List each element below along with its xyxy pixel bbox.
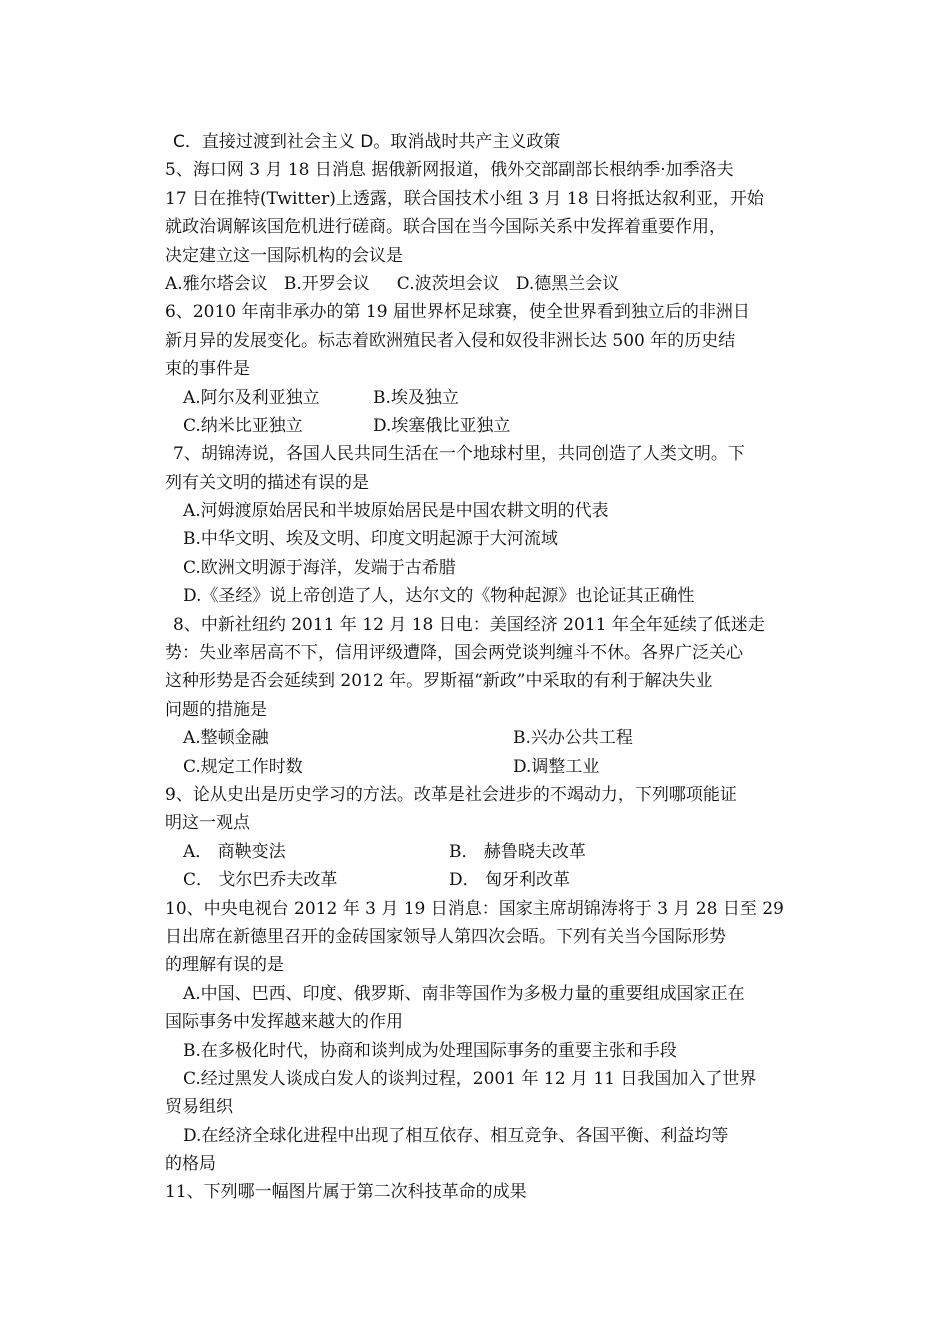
question-8-options-row-2 — [165, 753, 790, 781]
question-10-option-c-line-1: C.经过黑发人谈成白发人的谈判过程，2001 年 12 月 11 日我国加入了世界 — [183, 1068, 757, 1089]
question-5-line-4: 决定建立这一国际机构的会议是 — [165, 245, 403, 266]
question-11: 11、下列哪一幅图片属于第二次科技革命的成果 — [165, 1182, 527, 1203]
question-10-option-b: B.在多极化时代，协商和谈判成为处理国际事务的重要主张和手段 — [183, 1040, 677, 1061]
option-b: B.埃及独立 — [373, 387, 459, 408]
question-5-options: A.雅尔塔会议 B.开罗会议 C.波茨坦会议 D.德黑兰会议 — [165, 273, 620, 294]
question-5-line-2: 17 日在推特(Twitter)上透露，联合国技术小组 3 月 18 日将抵达叙利亚，开始 — [165, 188, 764, 209]
question-6-line-3: 束的事件是 — [165, 359, 250, 380]
option-a: A． 商鞅变法 — [183, 841, 286, 862]
question-6-options-row-1 — [165, 384, 790, 412]
question-7-option-b: B.中华文明、埃及文明、印度文明起源于大河流域 — [183, 529, 558, 550]
question-7-option-c: C.欧洲文明源于海洋，发端于古希腊 — [183, 557, 456, 578]
question-10-option-d-line-2: 的格局 — [165, 1154, 216, 1175]
question-8-options-row-1 — [165, 724, 790, 752]
question-10-line-3: 的理解有误的是 — [165, 955, 284, 976]
option-b: B． 赫鲁晓夫改革 — [449, 841, 586, 862]
option-c: C． 戈尔巴乔夫改革 — [183, 870, 338, 891]
question-10-option-a-line-1: A.中国、巴西、印度、俄罗斯、南非等国作为多极力量的重要组成国家正在 — [183, 983, 745, 1004]
question-4-options-cd: C．直接过渡到社会主义 D。取消战时共产主义政策 — [173, 132, 561, 152]
question-5-line-1: 5、海口网 3 月 18 日消息 据俄新网报道，俄外交部副部长根纳季·加季洛夫 — [165, 160, 734, 181]
option-a: A.整顿金融 — [183, 728, 269, 749]
question-7-option-d: D.《圣经》说上帝创造了人，达尔文的《物种起源》也论证其正确性 — [183, 586, 695, 607]
question-6-line-1: 6、2010 年南非承办的第 19 届世界杯足球赛，使全世界看到独立后的非洲日 — [165, 302, 750, 323]
option-a: A.阿尔及利亚独立 — [183, 387, 320, 408]
question-10-line-2: 日出席在新德里召开的金砖国家领导人第四次会晤。下列有关当今国际形势 — [165, 926, 726, 947]
question-10-option-d-line-1: D.在经济全球化进程中出现了相互依存、相互竞争、各国平衡、利益均等 — [183, 1125, 729, 1146]
option-c: C.规定工作时数 — [183, 756, 303, 777]
question-8-line-1: 8、中新社纽约 2011 年 12 月 18 日电：美国经济 2011 年全年延续了低迷走 — [173, 614, 765, 635]
question-7-line-1: 7、胡锦涛说，各国人民共同生活在一个地球村里，共同创造了人类文明。下 — [173, 444, 745, 465]
question-8-line-3: 这种形势是否会延续到 2012 年。罗斯福“新政”中采取的有利于解决失业 — [165, 671, 713, 692]
option-b: B.兴办公共工程 — [513, 728, 633, 749]
option-d: D.调整工业 — [513, 756, 600, 777]
question-8-line-2: 势：失业率居高不下，信用评级遭降，国会两党谈判缠斗不休。各界广泛关心 — [165, 643, 743, 664]
question-10-line-1: 10、中央电视台 2012 年 3 月 19 日消息：国家主席胡锦涛将于 3 月 28 日至 29 — [165, 898, 784, 919]
question-6-line-2: 新月异的发展变化。标志着欧洲殖民者入侵和奴役非洲长达 500 年的历史结 — [165, 330, 736, 351]
exam-page — [165, 128, 790, 1207]
question-8-line-4: 问题的措施是 — [165, 699, 267, 720]
question-9-options-row-2 — [165, 866, 790, 894]
option-d: D.埃塞俄比亚独立 — [373, 415, 511, 436]
question-5-line-3: 就政治调解该国危机进行磋商。联合国在当今国际关系中发挥着重要作用， — [165, 217, 726, 238]
question-10-option-c-line-2: 贸易组织 — [165, 1097, 233, 1118]
question-9-line-2: 明这一观点 — [165, 813, 250, 834]
question-9-options-row-1 — [165, 838, 790, 866]
option-c: C.纳米比亚独立 — [183, 415, 303, 436]
option-d: D． 匈牙利改革 — [449, 870, 571, 891]
question-9-line-1: 9、论从史出是历史学习的方法。改革是社会进步的不竭动力，下列哪项能证 — [165, 784, 737, 805]
question-6-options-row-2 — [165, 412, 790, 440]
question-7-line-2: 列有关文明的描述有误的是 — [165, 472, 369, 493]
question-10-option-a-line-2: 国际事务中发挥越来越大的作用 — [165, 1012, 403, 1033]
question-7-option-a: A.河姆渡原始居民和半坡原始居民是中国农耕文明的代表 — [183, 501, 609, 522]
